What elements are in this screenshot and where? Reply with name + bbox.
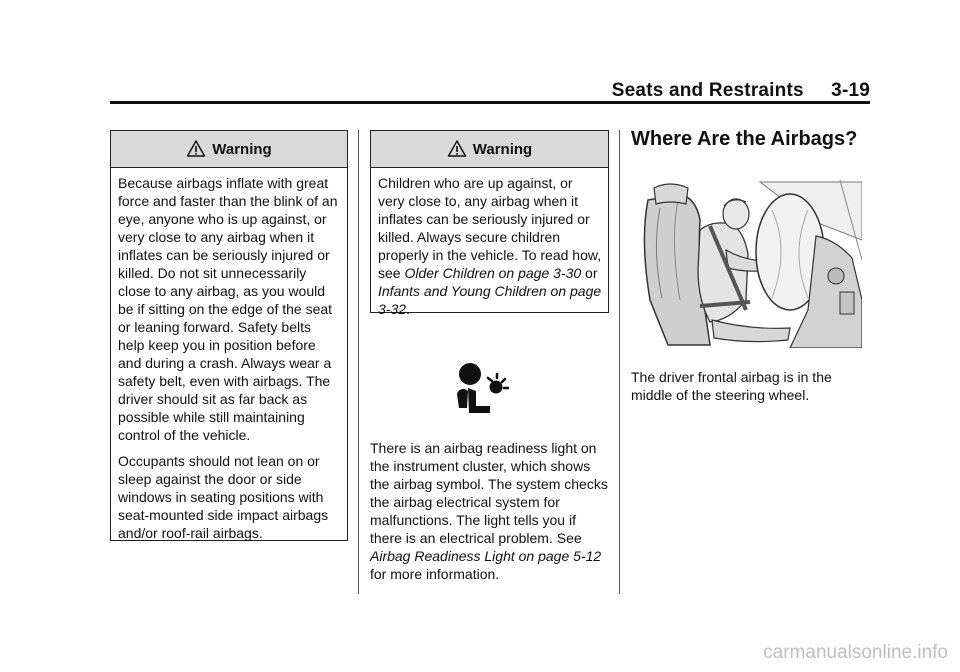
readiness-text-end: for more information. [370,566,500,582]
warning-heading-2: Warning [472,140,533,158]
warning-2-paragraph [378,174,602,318]
warning-box-1 [110,130,348,541]
driver-frontal-airbag-illustration [640,180,862,348]
warning-2-period: . [406,301,410,317]
warning-1-paragraph-1: Because airbags inflate with great force and faster than the blink of an eye, anyone who is up against, or very close to any airbag when it inflates can be seriously injured or killed. Do not sit unnecessarily close to any airbag, as you would be if sitting on the edge of the seat or leaning forward. Safety belts help keep you in position before and during a crash. Always wear a safety belt, even with airbags. The driver should sit as far back as possible while still maintaining control of the vehicle. [118,175,338,443]
airbag-caption: The driver frontal airbag is in the middle of the steering wheel. [631,369,832,403]
warning-triangle-icon [186,139,206,159]
warning-heading-1: Warning [212,140,272,158]
warning-body-1 [111,168,347,550]
warning-1-paragraph-2: Occupants should not lean on or sleep against the door or side windows in seating positions with seat-mounted side impact airbags and/or roof-rail airbags. [118,453,329,541]
warning-triangle-icon [447,139,467,159]
older-children-link[interactable]: Older Children on page 3-30 [404,265,582,281]
warning-body-2 [371,168,608,326]
readiness-paragraph [370,439,610,583]
header-rule [110,101,870,104]
warning-2-text: Children who are up against, or very close to, any airbag when it inflates can be seriously injured or killed. Always secure children properly in the vehicle. To read how, see [378,175,602,281]
page-header [560,80,870,102]
warning-header-2 [371,131,608,168]
warning-2-conjunction: or [581,265,598,281]
column-divider-2 [619,130,620,594]
infants-young-children-link[interactable]: Infants and Young Children on page 3-32 [378,283,602,317]
warning-box-2 [370,130,609,317]
section-title-header: Seats and Restraints [611,80,804,101]
airbag-readiness-icon [452,360,514,416]
column-divider-1 [358,130,359,594]
page-number: 3-19 [831,80,870,101]
airbag-readiness-light-link[interactable]: Airbag Readiness Light on page 5-12 [370,548,602,564]
warning-header-1 [111,131,347,168]
watermark: carmanualsonline.info [763,642,948,663]
section-heading: Where Are the Airbags? [631,128,858,150]
readiness-text: There is an airbag readiness light on the instrument cluster, which shows the airbag symbol. The system checks the airbag electrical system for malfunctions. The light tells you if there is an electrical problem. See [370,440,608,546]
